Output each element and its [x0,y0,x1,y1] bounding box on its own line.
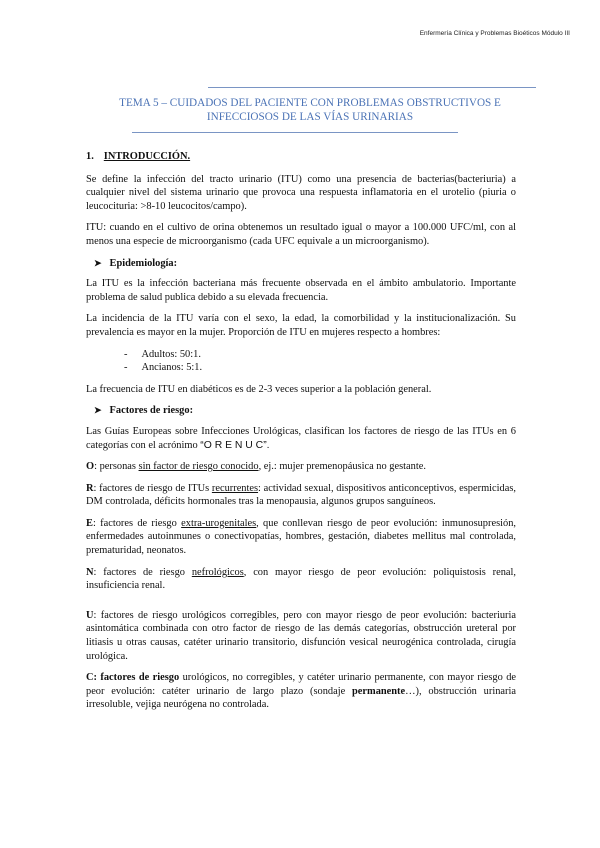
subheading-epidemiologia [94,257,516,271]
epi-paragraph-3: La frecuencia de ITU en diabéticos es de 2-3 veces superior a la población general. [86,383,432,395]
document-body [86,150,516,720]
section-heading [86,150,516,164]
subheading-factores [94,404,516,418]
running-header: Enfermería Clínica y Problemas Bioéticos Módulo III [419,30,570,37]
arrow-bullet-icon: ➤ [94,405,102,416]
epi-paragraph-1: La ITU es la infección bacteriana más frecuente observada en el ámbito ambulatorio. Importante problema de salud publica debido a su elevada frecuencia. [86,278,516,303]
epi-paragraph-2: La incidencia de la ITU varía con el sexo, la edad, la comorbilidad y la institucionalización. Su prevalencia es mayor en la mujer. Proporción de ITU en mujeres respecto a hombres: [86,313,516,338]
risk-N: N: factores de riesgo nefrológicos, con mayor riesgo de peor evolución: poliquistosis renal, insuficiencia renal. [86,566,516,592]
arrow-bullet-icon: ➤ [94,257,102,268]
risk-R: R: factores de riesgo de ITUs recurrentes: actividad sexual, dispositivos anticonceptivos, espermicidas, DM controlada, déficits hormonales tras la menopausia, algunos grupos sanguíneos. [86,482,516,508]
subheading-label: Epidemiología: [109,257,178,269]
page-title: TEMA 5 – CUIDADOS DEL PACIENTE CON PROBLEMAS OBSTRUCTIVOS E INFECCIOSOS DE LAS VÍAS URINARIAS [119,97,501,123]
ratio-list [86,348,516,375]
intro-paragraph-2: ITU: cuando en el cultivo de orina obtenemos un resultado igual o mayor a 100.000 UFC/ml, con al menos una especie de microorganismo (cada UFC equivale a un microorganismo). [86,222,516,247]
risk-E: E: factores de riesgo extra-urogenitales, que conllevan riesgo de peor evolución: inmunosupresión, enfermedades autoinmunes o conectivopatías, hombres, gestación, diabetes mellitus mal controlada, prematuridad, neonatos. [86,517,516,557]
list-item: - Adultos: 50:1. [124,348,201,360]
intro-paragraph-1: Se define la infección del tracto urinario (ITU) como una presencia de bacterias(bacteriuria) a cualquier nivel del sistema urinario que provoca una respuesta inflamatoria en el urotelio (piuria o leucocituria: >8-10 leucocitos/campo). [86,173,516,212]
title-rule-bottom [132,132,458,133]
section-title: INTRODUCCIÓN. [103,151,191,162]
risk-U: U: factores de riesgo urológicos corregibles, pero con mayor riesgo de peor evolución: bacteriuria asintomática combinada con otro factor de riesgo de las demás categorías, obstrucción ureteral por litiasis u otras causas, catéter urinario transitorio, disfunción vesical neurogénica controlada, cirugía urológica. [86,609,516,662]
risk-C: C: factores de riesgo urológicos, no corregibles, y catéter urinario permanente, con mayor riesgo de peor evolución: catéter urinario de largo plazo (sondaje permanente…), obstrucción urinaria irresoluble, vejiga neurógena no controlada. [86,672,516,711]
risk-O: O: personas sin factor de riesgo conocido, ej.: mujer premenopáusica no gestante. [86,461,426,473]
risk-intro: Las Guías Europeas sobre Infecciones Urológicas, clasifican los factores de riesgo de las ITUs en 6 categorías con el acrónimo “O R E N U C”. [86,425,516,451]
section-number: 1. [86,151,94,162]
subheading-label: Factores de riesgo: [109,405,194,417]
list-item: - Ancianos: 5:1. [124,362,203,374]
title-rule-top [208,87,536,88]
